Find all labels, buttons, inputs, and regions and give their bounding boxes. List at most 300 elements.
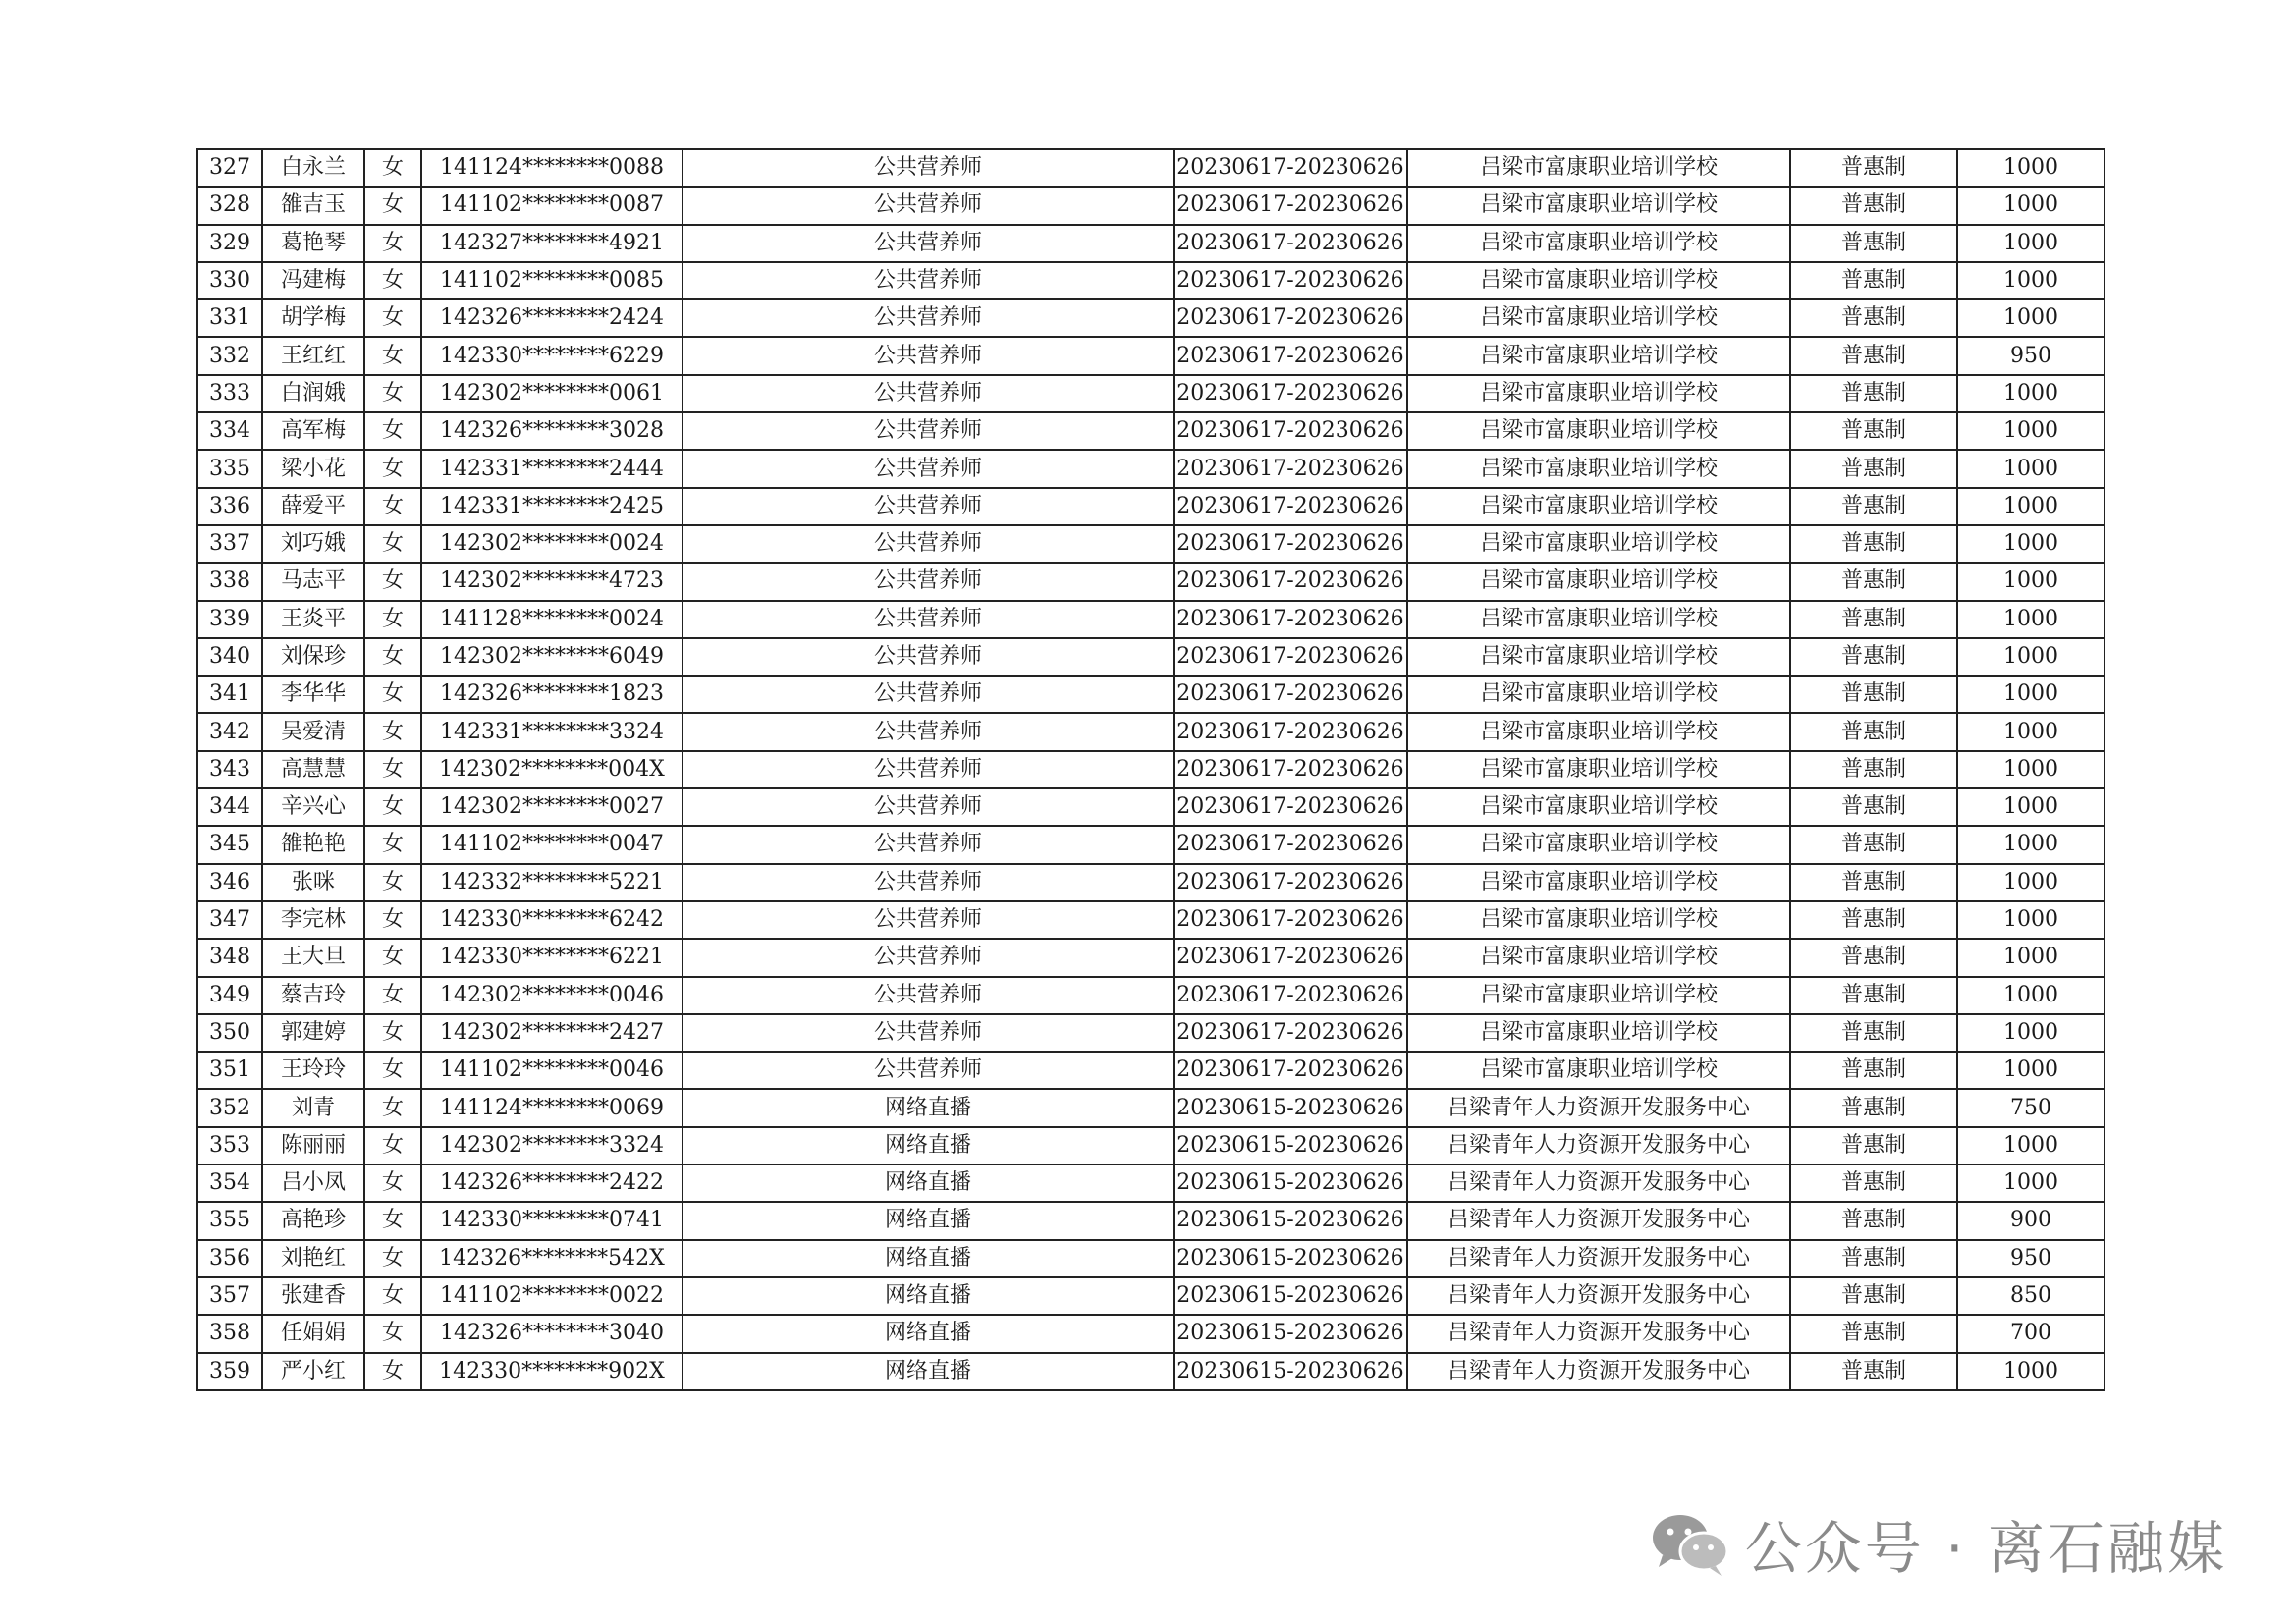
amount-cell: 1000 [1957, 939, 2105, 976]
training-type-cell: 公共营养师 [683, 1052, 1174, 1089]
gender-cell: 女 [364, 901, 421, 939]
training-period-cell: 20230617-20230626 [1174, 563, 1407, 600]
training-period-cell: 20230617-20230626 [1174, 977, 1407, 1014]
table-row [197, 412, 2105, 450]
id-number-cell: 142326********3040 [421, 1315, 683, 1352]
gender-cell: 女 [364, 1089, 421, 1126]
name-cell: 陈丽丽 [262, 1127, 364, 1164]
training-institution-cell: 吕梁青年人力资源开发服务中心 [1407, 1353, 1790, 1390]
training-period-cell: 20230615-20230626 [1174, 1089, 1407, 1126]
amount-cell: 1000 [1957, 601, 2105, 638]
amount-cell: 1000 [1957, 977, 2105, 1014]
name-cell: 王大旦 [262, 939, 364, 976]
training-type-cell: 网络直播 [683, 1240, 1174, 1277]
gender-cell: 女 [364, 788, 421, 826]
subsidy-type-cell: 普惠制 [1790, 187, 1957, 224]
gender-cell: 女 [364, 1014, 421, 1052]
gender-cell: 女 [364, 563, 421, 600]
name-cell: 胡学梅 [262, 299, 364, 337]
subsidy-type-cell: 普惠制 [1790, 864, 1957, 901]
table-row [197, 676, 2105, 713]
gender-cell: 女 [364, 977, 421, 1014]
training-period-cell: 20230615-20230626 [1174, 1202, 1407, 1239]
name-cell: 白润娥 [262, 375, 364, 412]
row-number-cell: 329 [197, 225, 262, 262]
name-cell: 吕小凤 [262, 1164, 364, 1202]
row-number-cell: 339 [197, 601, 262, 638]
training-type-cell: 公共营养师 [683, 638, 1174, 676]
subsidy-type-cell: 普惠制 [1790, 751, 1957, 788]
watermark [1649, 1504, 2227, 1583]
row-number-cell: 335 [197, 450, 262, 487]
row-number-cell: 348 [197, 939, 262, 976]
subsidy-type-cell: 普惠制 [1790, 1127, 1957, 1164]
row-number-cell: 345 [197, 826, 262, 863]
training-period-cell: 20230617-20230626 [1174, 488, 1407, 525]
id-number-cell: 142331********2444 [421, 450, 683, 487]
id-number-cell: 142330********0741 [421, 1202, 683, 1239]
amount-cell: 1000 [1957, 1014, 2105, 1052]
name-cell: 雒艳艳 [262, 826, 364, 863]
training-period-cell: 20230617-20230626 [1174, 149, 1407, 187]
amount-cell: 1000 [1957, 563, 2105, 600]
training-institution-cell: 吕梁市富康职业培训学校 [1407, 901, 1790, 939]
id-number-cell: 142302********3324 [421, 1127, 683, 1164]
amount-cell: 900 [1957, 1202, 2105, 1239]
training-period-cell: 20230617-20230626 [1174, 864, 1407, 901]
table-row [197, 788, 2105, 826]
training-institution-cell: 吕梁市富康职业培训学校 [1407, 563, 1790, 600]
row-number-cell: 359 [197, 1353, 262, 1390]
gender-cell: 女 [364, 450, 421, 487]
gender-cell: 女 [364, 1127, 421, 1164]
gender-cell: 女 [364, 1164, 421, 1202]
gender-cell: 女 [364, 638, 421, 676]
amount-cell: 1000 [1957, 901, 2105, 939]
id-number-cell: 142326********1823 [421, 676, 683, 713]
amount-cell: 1000 [1957, 1052, 2105, 1089]
amount-cell: 1000 [1957, 412, 2105, 450]
training-type-cell: 公共营养师 [683, 1014, 1174, 1052]
training-institution-cell: 吕梁市富康职业培训学校 [1407, 525, 1790, 563]
gender-cell: 女 [364, 1277, 421, 1315]
table-row [197, 225, 2105, 262]
table-row [197, 1164, 2105, 1202]
training-institution-cell: 吕梁青年人力资源开发服务中心 [1407, 1277, 1790, 1315]
training-period-cell: 20230615-20230626 [1174, 1240, 1407, 1277]
training-institution-cell: 吕梁青年人力资源开发服务中心 [1407, 1164, 1790, 1202]
table-row [197, 1202, 2105, 1239]
amount-cell: 1000 [1957, 751, 2105, 788]
training-institution-cell: 吕梁市富康职业培训学校 [1407, 788, 1790, 826]
id-number-cell: 142326********2422 [421, 1164, 683, 1202]
training-type-cell: 公共营养师 [683, 826, 1174, 863]
training-type-cell: 公共营养师 [683, 601, 1174, 638]
training-institution-cell: 吕梁市富康职业培训学校 [1407, 187, 1790, 224]
id-number-cell: 142331********3324 [421, 713, 683, 750]
table-row [197, 751, 2105, 788]
training-period-cell: 20230615-20230626 [1174, 1127, 1407, 1164]
gender-cell: 女 [364, 1052, 421, 1089]
name-cell: 高军梅 [262, 412, 364, 450]
training-period-cell: 20230617-20230626 [1174, 262, 1407, 299]
table-row [197, 1127, 2105, 1164]
amount-cell: 1000 [1957, 187, 2105, 224]
table-row [197, 450, 2105, 487]
gender-cell: 女 [364, 864, 421, 901]
amount-cell: 1000 [1957, 638, 2105, 676]
training-institution-cell: 吕梁青年人力资源开发服务中心 [1407, 1315, 1790, 1352]
amount-cell: 1000 [1957, 149, 2105, 187]
training-institution-cell: 吕梁青年人力资源开发服务中心 [1407, 1240, 1790, 1277]
id-number-cell: 142302********4723 [421, 563, 683, 600]
id-number-cell: 142330********902X [421, 1353, 683, 1390]
training-type-cell: 网络直播 [683, 1277, 1174, 1315]
subsidy-type-cell: 普惠制 [1790, 676, 1957, 713]
amount-cell: 1000 [1957, 488, 2105, 525]
table-row [197, 1353, 2105, 1390]
training-period-cell: 20230615-20230626 [1174, 1353, 1407, 1390]
subsidy-type-cell: 普惠制 [1790, 225, 1957, 262]
training-period-cell: 20230617-20230626 [1174, 826, 1407, 863]
subsidy-type-cell: 普惠制 [1790, 262, 1957, 299]
gender-cell: 女 [364, 337, 421, 374]
subsidy-type-cell: 普惠制 [1790, 1164, 1957, 1202]
row-number-cell: 352 [197, 1089, 262, 1126]
training-type-cell: 公共营养师 [683, 864, 1174, 901]
table-row [197, 1089, 2105, 1126]
table-row [197, 299, 2105, 337]
training-institution-cell: 吕梁市富康职业培训学校 [1407, 638, 1790, 676]
id-number-cell: 142302********6049 [421, 638, 683, 676]
table-row [197, 638, 2105, 676]
training-type-cell: 网络直播 [683, 1315, 1174, 1352]
gender-cell: 女 [364, 1240, 421, 1277]
training-period-cell: 20230615-20230626 [1174, 1164, 1407, 1202]
table-row [197, 1315, 2105, 1352]
amount-cell: 1000 [1957, 864, 2105, 901]
subsidy-type-cell: 普惠制 [1790, 788, 1957, 826]
row-number-cell: 338 [197, 563, 262, 600]
gender-cell: 女 [364, 225, 421, 262]
table-row [197, 901, 2105, 939]
subsidy-type-cell: 普惠制 [1790, 1277, 1957, 1315]
training-period-cell: 20230617-20230626 [1174, 1052, 1407, 1089]
training-type-cell: 公共营养师 [683, 187, 1174, 224]
name-cell: 白永兰 [262, 149, 364, 187]
name-cell: 冯建梅 [262, 262, 364, 299]
training-type-cell: 网络直播 [683, 1353, 1174, 1390]
table-row [197, 864, 2105, 901]
training-period-cell: 20230617-20230626 [1174, 676, 1407, 713]
training-institution-cell: 吕梁市富康职业培训学校 [1407, 412, 1790, 450]
id-number-cell: 142332********5221 [421, 864, 683, 901]
gender-cell: 女 [364, 751, 421, 788]
training-period-cell: 20230617-20230626 [1174, 601, 1407, 638]
training-type-cell: 公共营养师 [683, 488, 1174, 525]
id-number-cell: 142327********4921 [421, 225, 683, 262]
row-number-cell: 327 [197, 149, 262, 187]
id-number-cell: 142302********0046 [421, 977, 683, 1014]
roster-table [196, 148, 2105, 1391]
table-row [197, 187, 2105, 224]
amount-cell: 1000 [1957, 826, 2105, 863]
id-number-cell: 142326********3028 [421, 412, 683, 450]
training-institution-cell: 吕梁市富康职业培训学校 [1407, 299, 1790, 337]
gender-cell: 女 [364, 601, 421, 638]
training-institution-cell: 吕梁市富康职业培训学校 [1407, 1052, 1790, 1089]
training-period-cell: 20230615-20230626 [1174, 1277, 1407, 1315]
training-period-cell: 20230617-20230626 [1174, 788, 1407, 826]
row-number-cell: 341 [197, 676, 262, 713]
id-number-cell: 141102********0022 [421, 1277, 683, 1315]
row-number-cell: 344 [197, 788, 262, 826]
id-number-cell: 142302********004X [421, 751, 683, 788]
training-type-cell: 网络直播 [683, 1164, 1174, 1202]
table-row [197, 1240, 2105, 1277]
amount-cell: 750 [1957, 1089, 2105, 1126]
training-type-cell: 公共营养师 [683, 412, 1174, 450]
row-number-cell: 356 [197, 1240, 262, 1277]
training-type-cell: 公共营养师 [683, 525, 1174, 563]
id-number-cell: 142302********0024 [421, 525, 683, 563]
roster-table-body [197, 149, 2105, 1390]
row-number-cell: 333 [197, 375, 262, 412]
gender-cell: 女 [364, 262, 421, 299]
training-period-cell: 20230615-20230626 [1174, 1315, 1407, 1352]
amount-cell: 700 [1957, 1315, 2105, 1352]
gender-cell: 女 [364, 149, 421, 187]
training-type-cell: 公共营养师 [683, 713, 1174, 750]
subsidy-type-cell: 普惠制 [1790, 525, 1957, 563]
gender-cell: 女 [364, 939, 421, 976]
subsidy-type-cell: 普惠制 [1790, 826, 1957, 863]
training-type-cell: 公共营养师 [683, 262, 1174, 299]
name-cell: 李完林 [262, 901, 364, 939]
gender-cell: 女 [364, 187, 421, 224]
subsidy-type-cell: 普惠制 [1790, 901, 1957, 939]
table-row [197, 601, 2105, 638]
name-cell: 吴爱清 [262, 713, 364, 750]
amount-cell: 850 [1957, 1277, 2105, 1315]
table-row [197, 525, 2105, 563]
subsidy-type-cell: 普惠制 [1790, 149, 1957, 187]
row-number-cell: 349 [197, 977, 262, 1014]
id-number-cell: 141124********0069 [421, 1089, 683, 1126]
name-cell: 张建香 [262, 1277, 364, 1315]
table-row [197, 337, 2105, 374]
training-type-cell: 公共营养师 [683, 977, 1174, 1014]
subsidy-type-cell: 普惠制 [1790, 1089, 1957, 1126]
row-number-cell: 351 [197, 1052, 262, 1089]
name-cell: 雒吉玉 [262, 187, 364, 224]
row-number-cell: 342 [197, 713, 262, 750]
training-type-cell: 网络直播 [683, 1202, 1174, 1239]
table-row [197, 488, 2105, 525]
row-number-cell: 336 [197, 488, 262, 525]
row-number-cell: 343 [197, 751, 262, 788]
id-number-cell: 141124********0088 [421, 149, 683, 187]
training-period-cell: 20230617-20230626 [1174, 525, 1407, 563]
name-cell: 梁小花 [262, 450, 364, 487]
training-type-cell: 公共营养师 [683, 149, 1174, 187]
gender-cell: 女 [364, 375, 421, 412]
training-institution-cell: 吕梁市富康职业培训学校 [1407, 488, 1790, 525]
subsidy-type-cell: 普惠制 [1790, 299, 1957, 337]
training-institution-cell: 吕梁市富康职业培训学校 [1407, 262, 1790, 299]
training-institution-cell: 吕梁市富康职业培训学校 [1407, 337, 1790, 374]
row-number-cell: 353 [197, 1127, 262, 1164]
id-number-cell: 142331********2425 [421, 488, 683, 525]
id-number-cell: 142302********0061 [421, 375, 683, 412]
table-row [197, 1052, 2105, 1089]
id-number-cell: 142302********0027 [421, 788, 683, 826]
training-institution-cell: 吕梁市富康职业培训学校 [1407, 676, 1790, 713]
amount-cell: 1000 [1957, 450, 2105, 487]
training-type-cell: 网络直播 [683, 1127, 1174, 1164]
row-number-cell: 340 [197, 638, 262, 676]
id-number-cell: 142330********6221 [421, 939, 683, 976]
row-number-cell: 334 [197, 412, 262, 450]
table-row [197, 939, 2105, 976]
row-number-cell: 330 [197, 262, 262, 299]
id-number-cell: 141128********0024 [421, 601, 683, 638]
gender-cell: 女 [364, 676, 421, 713]
amount-cell: 1000 [1957, 299, 2105, 337]
gender-cell: 女 [364, 525, 421, 563]
name-cell: 马志平 [262, 563, 364, 600]
training-institution-cell: 吕梁市富康职业培训学校 [1407, 225, 1790, 262]
training-type-cell: 公共营养师 [683, 225, 1174, 262]
subsidy-type-cell: 普惠制 [1790, 337, 1957, 374]
row-number-cell: 358 [197, 1315, 262, 1352]
gender-cell: 女 [364, 488, 421, 525]
id-number-cell: 141102********0047 [421, 826, 683, 863]
training-period-cell: 20230617-20230626 [1174, 187, 1407, 224]
table-row [197, 1277, 2105, 1315]
training-type-cell: 公共营养师 [683, 676, 1174, 713]
gender-cell: 女 [364, 412, 421, 450]
training-institution-cell: 吕梁市富康职业培训学校 [1407, 977, 1790, 1014]
amount-cell: 1000 [1957, 1353, 2105, 1390]
table-row [197, 149, 2105, 187]
amount-cell: 1000 [1957, 1127, 2105, 1164]
name-cell: 刘保珍 [262, 638, 364, 676]
training-institution-cell: 吕梁市富康职业培训学校 [1407, 601, 1790, 638]
training-institution-cell: 吕梁市富康职业培训学校 [1407, 1014, 1790, 1052]
training-institution-cell: 吕梁青年人力资源开发服务中心 [1407, 1127, 1790, 1164]
name-cell: 李华华 [262, 676, 364, 713]
row-number-cell: 328 [197, 187, 262, 224]
amount-cell: 950 [1957, 1240, 2105, 1277]
amount-cell: 1000 [1957, 225, 2105, 262]
row-number-cell: 346 [197, 864, 262, 901]
training-institution-cell: 吕梁市富康职业培训学校 [1407, 864, 1790, 901]
row-number-cell: 347 [197, 901, 262, 939]
training-institution-cell: 吕梁市富康职业培训学校 [1407, 450, 1790, 487]
table-row [197, 1014, 2105, 1052]
subsidy-type-cell: 普惠制 [1790, 713, 1957, 750]
training-period-cell: 20230617-20230626 [1174, 901, 1407, 939]
row-number-cell: 354 [197, 1164, 262, 1202]
gender-cell: 女 [364, 826, 421, 863]
id-number-cell: 142302********2427 [421, 1014, 683, 1052]
table-row [197, 977, 2105, 1014]
training-period-cell: 20230617-20230626 [1174, 939, 1407, 976]
subsidy-type-cell: 普惠制 [1790, 563, 1957, 600]
table-row [197, 826, 2105, 863]
training-period-cell: 20230617-20230626 [1174, 375, 1407, 412]
training-institution-cell: 吕梁市富康职业培训学校 [1407, 751, 1790, 788]
training-type-cell: 公共营养师 [683, 299, 1174, 337]
name-cell: 辛兴心 [262, 788, 364, 826]
gender-cell: 女 [364, 299, 421, 337]
id-number-cell: 141102********0087 [421, 187, 683, 224]
subsidy-type-cell: 普惠制 [1790, 638, 1957, 676]
name-cell: 刘巧娥 [262, 525, 364, 563]
name-cell: 蔡吉玲 [262, 977, 364, 1014]
row-number-cell: 355 [197, 1202, 262, 1239]
subsidy-type-cell: 普惠制 [1790, 1202, 1957, 1239]
name-cell: 张咪 [262, 864, 364, 901]
training-period-cell: 20230617-20230626 [1174, 225, 1407, 262]
training-type-cell: 公共营养师 [683, 337, 1174, 374]
subsidy-type-cell: 普惠制 [1790, 488, 1957, 525]
subsidy-type-cell: 普惠制 [1790, 1052, 1957, 1089]
gender-cell: 女 [364, 1353, 421, 1390]
name-cell: 高艳珍 [262, 1202, 364, 1239]
training-type-cell: 公共营养师 [683, 375, 1174, 412]
name-cell: 王玲玲 [262, 1052, 364, 1089]
training-period-cell: 20230617-20230626 [1174, 337, 1407, 374]
watermark-text: 公众号 · 离石融媒 [1744, 1515, 2227, 1582]
training-institution-cell: 吕梁市富康职业培训学校 [1407, 375, 1790, 412]
subsidy-type-cell: 普惠制 [1790, 601, 1957, 638]
subsidy-type-cell: 普惠制 [1790, 450, 1957, 487]
id-number-cell: 142330********6229 [421, 337, 683, 374]
name-cell: 高慧慧 [262, 751, 364, 788]
subsidy-type-cell: 普惠制 [1790, 1353, 1957, 1390]
training-institution-cell: 吕梁市富康职业培训学校 [1407, 826, 1790, 863]
id-number-cell: 142326********2424 [421, 299, 683, 337]
row-number-cell: 357 [197, 1277, 262, 1315]
wechat-icon [1649, 1508, 1731, 1579]
table-row [197, 563, 2105, 600]
row-number-cell: 332 [197, 337, 262, 374]
name-cell: 任娟娟 [262, 1315, 364, 1352]
subsidy-type-cell: 普惠制 [1790, 412, 1957, 450]
training-institution-cell: 吕梁市富康职业培训学校 [1407, 713, 1790, 750]
training-period-cell: 20230617-20230626 [1174, 713, 1407, 750]
training-period-cell: 20230617-20230626 [1174, 638, 1407, 676]
subsidy-type-cell: 普惠制 [1790, 375, 1957, 412]
training-type-cell: 公共营养师 [683, 751, 1174, 788]
training-period-cell: 20230617-20230626 [1174, 412, 1407, 450]
gender-cell: 女 [364, 1202, 421, 1239]
name-cell: 葛艳琴 [262, 225, 364, 262]
subsidy-type-cell: 普惠制 [1790, 1315, 1957, 1352]
table-row [197, 713, 2105, 750]
id-number-cell: 141102********0085 [421, 262, 683, 299]
training-institution-cell: 吕梁市富康职业培训学校 [1407, 149, 1790, 187]
training-period-cell: 20230617-20230626 [1174, 450, 1407, 487]
name-cell: 薛爱平 [262, 488, 364, 525]
id-number-cell: 142330********6242 [421, 901, 683, 939]
subsidy-type-cell: 普惠制 [1790, 939, 1957, 976]
training-type-cell: 公共营养师 [683, 788, 1174, 826]
table-row [197, 262, 2105, 299]
training-period-cell: 20230617-20230626 [1174, 1014, 1407, 1052]
